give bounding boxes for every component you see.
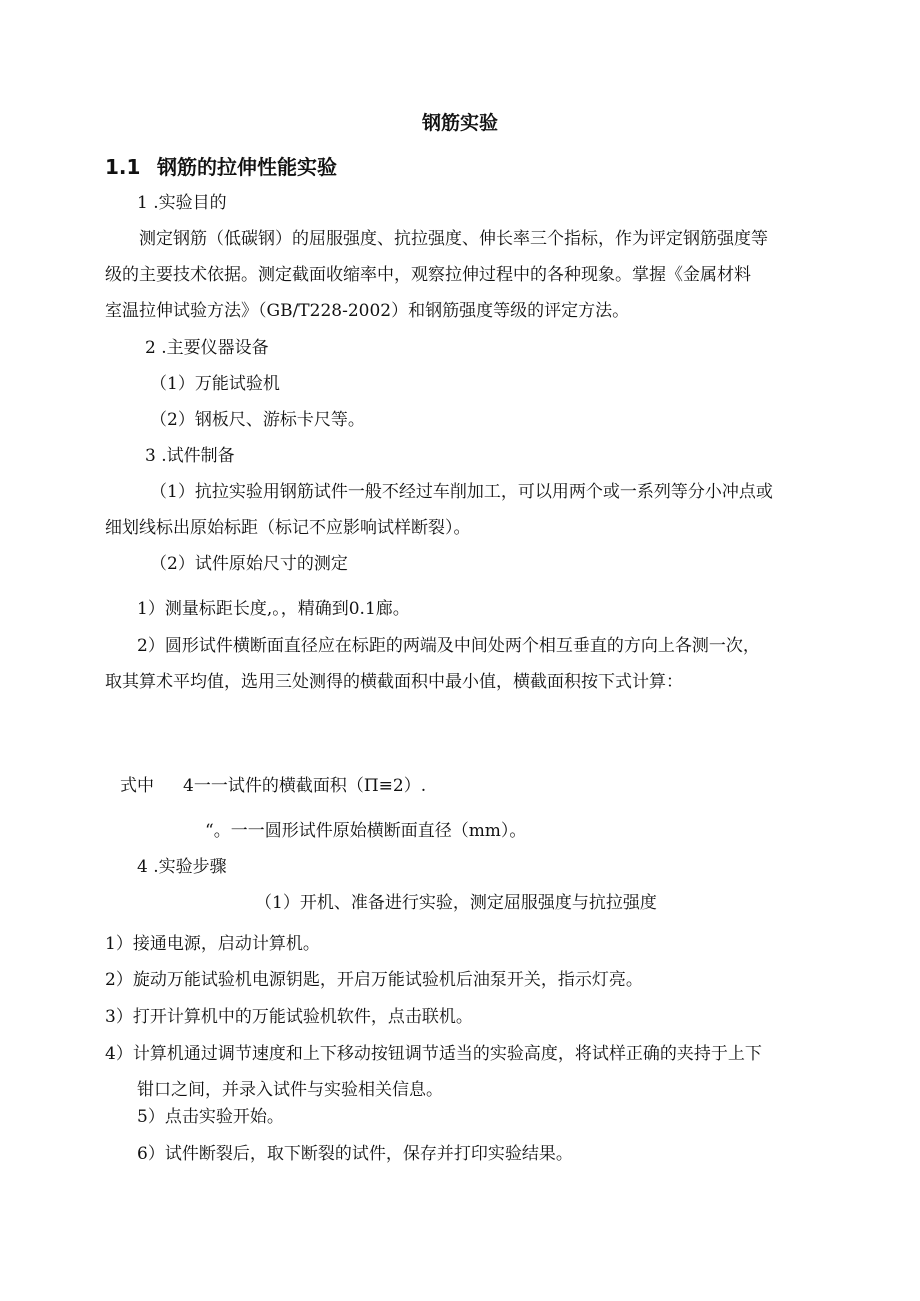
purpose-line-2: 级的主要技术依据。测定截面收缩率中，观察拉伸过程中的各种现象。掌握《金属材料: [105, 265, 751, 285]
specimen-p1-line-2: 细划线标出原始标距（标记不应影响试样断裂）。: [105, 518, 471, 538]
equipment-item-2: （2）钢板尺、游标卡尺等。: [150, 410, 365, 430]
steps-subheading: （1）开机、准备进行实验，测定屈服强度与抗拉强度: [255, 893, 657, 913]
step-3: 3）打开计算机中的万能试验机软件，点击联机。: [105, 1007, 473, 1027]
formula-variable-1: 4一一试件的横截面积（Π≡2）.: [183, 776, 427, 796]
formula-variable-2: “。一一圆形试件原始横断面直径（mm）。: [205, 821, 527, 841]
step-2: 2）旋动万能试验机电源钥匙，开启万能试验机后油泵开关，指示灯亮。: [105, 970, 643, 990]
step-1: 1）接通电源，启动计算机。: [105, 934, 320, 954]
measure-item-2-line-1: 2）圆形试件横断面直径应在标距的两端及中间处两个相互垂直的方向上各测一次，: [137, 636, 760, 656]
step-5: 5）点击实验开始。: [137, 1107, 284, 1127]
section-heading: [105, 156, 337, 178]
specimen-p2: （2）试件原始尺寸的测定: [150, 554, 348, 574]
section-number: 1.1: [105, 155, 141, 179]
step-4-line-1: 4）计算机通过调节速度和上下移动按钮调节适当的实验高度，将试样正确的夹持于上下: [105, 1044, 762, 1064]
specimen-p1-line-1: （1）抗拉实验用钢筋试件一般不经过车削加工，可以用两个或一系列等分小冲点或: [150, 482, 773, 502]
purpose-heading: 1 .实验目的: [137, 193, 227, 213]
section-title: 钢筋的拉伸性能实验: [157, 155, 337, 179]
equipment-heading: 2 .主要仪器设备: [145, 338, 269, 358]
formula-label: 式中: [120, 776, 154, 796]
measure-item-1: 1）测量标距长度,。，精确到0.1廊。: [137, 599, 410, 619]
measure-item-2-line-2: 取其算术平均值，选用三处测得的横截面积中最小值，横截面积按下式计算：: [105, 672, 683, 692]
step-4-line-2: 钳口之间，并录入试件与实验相关信息。: [137, 1080, 443, 1100]
page-title: 钢筋实验: [421, 112, 498, 134]
step-6: 6）试件断裂后，取下断裂的试件，保存并打印实验结果。: [137, 1144, 573, 1164]
purpose-line-3: 室温拉伸试验方法》（GB/T228-2002）和钢筋强度等级的评定方法。: [105, 301, 630, 321]
equipment-item-1: （1）万能试验机: [150, 374, 280, 394]
purpose-line-1: 测定钢筋（低碳钢）的屈服强度、抗拉强度、伸长率三个指标，作为评定钢筋强度等: [139, 229, 768, 249]
specimen-heading: 3 .试件制备: [145, 446, 235, 466]
steps-heading: 4 .实验步骤: [137, 857, 227, 877]
